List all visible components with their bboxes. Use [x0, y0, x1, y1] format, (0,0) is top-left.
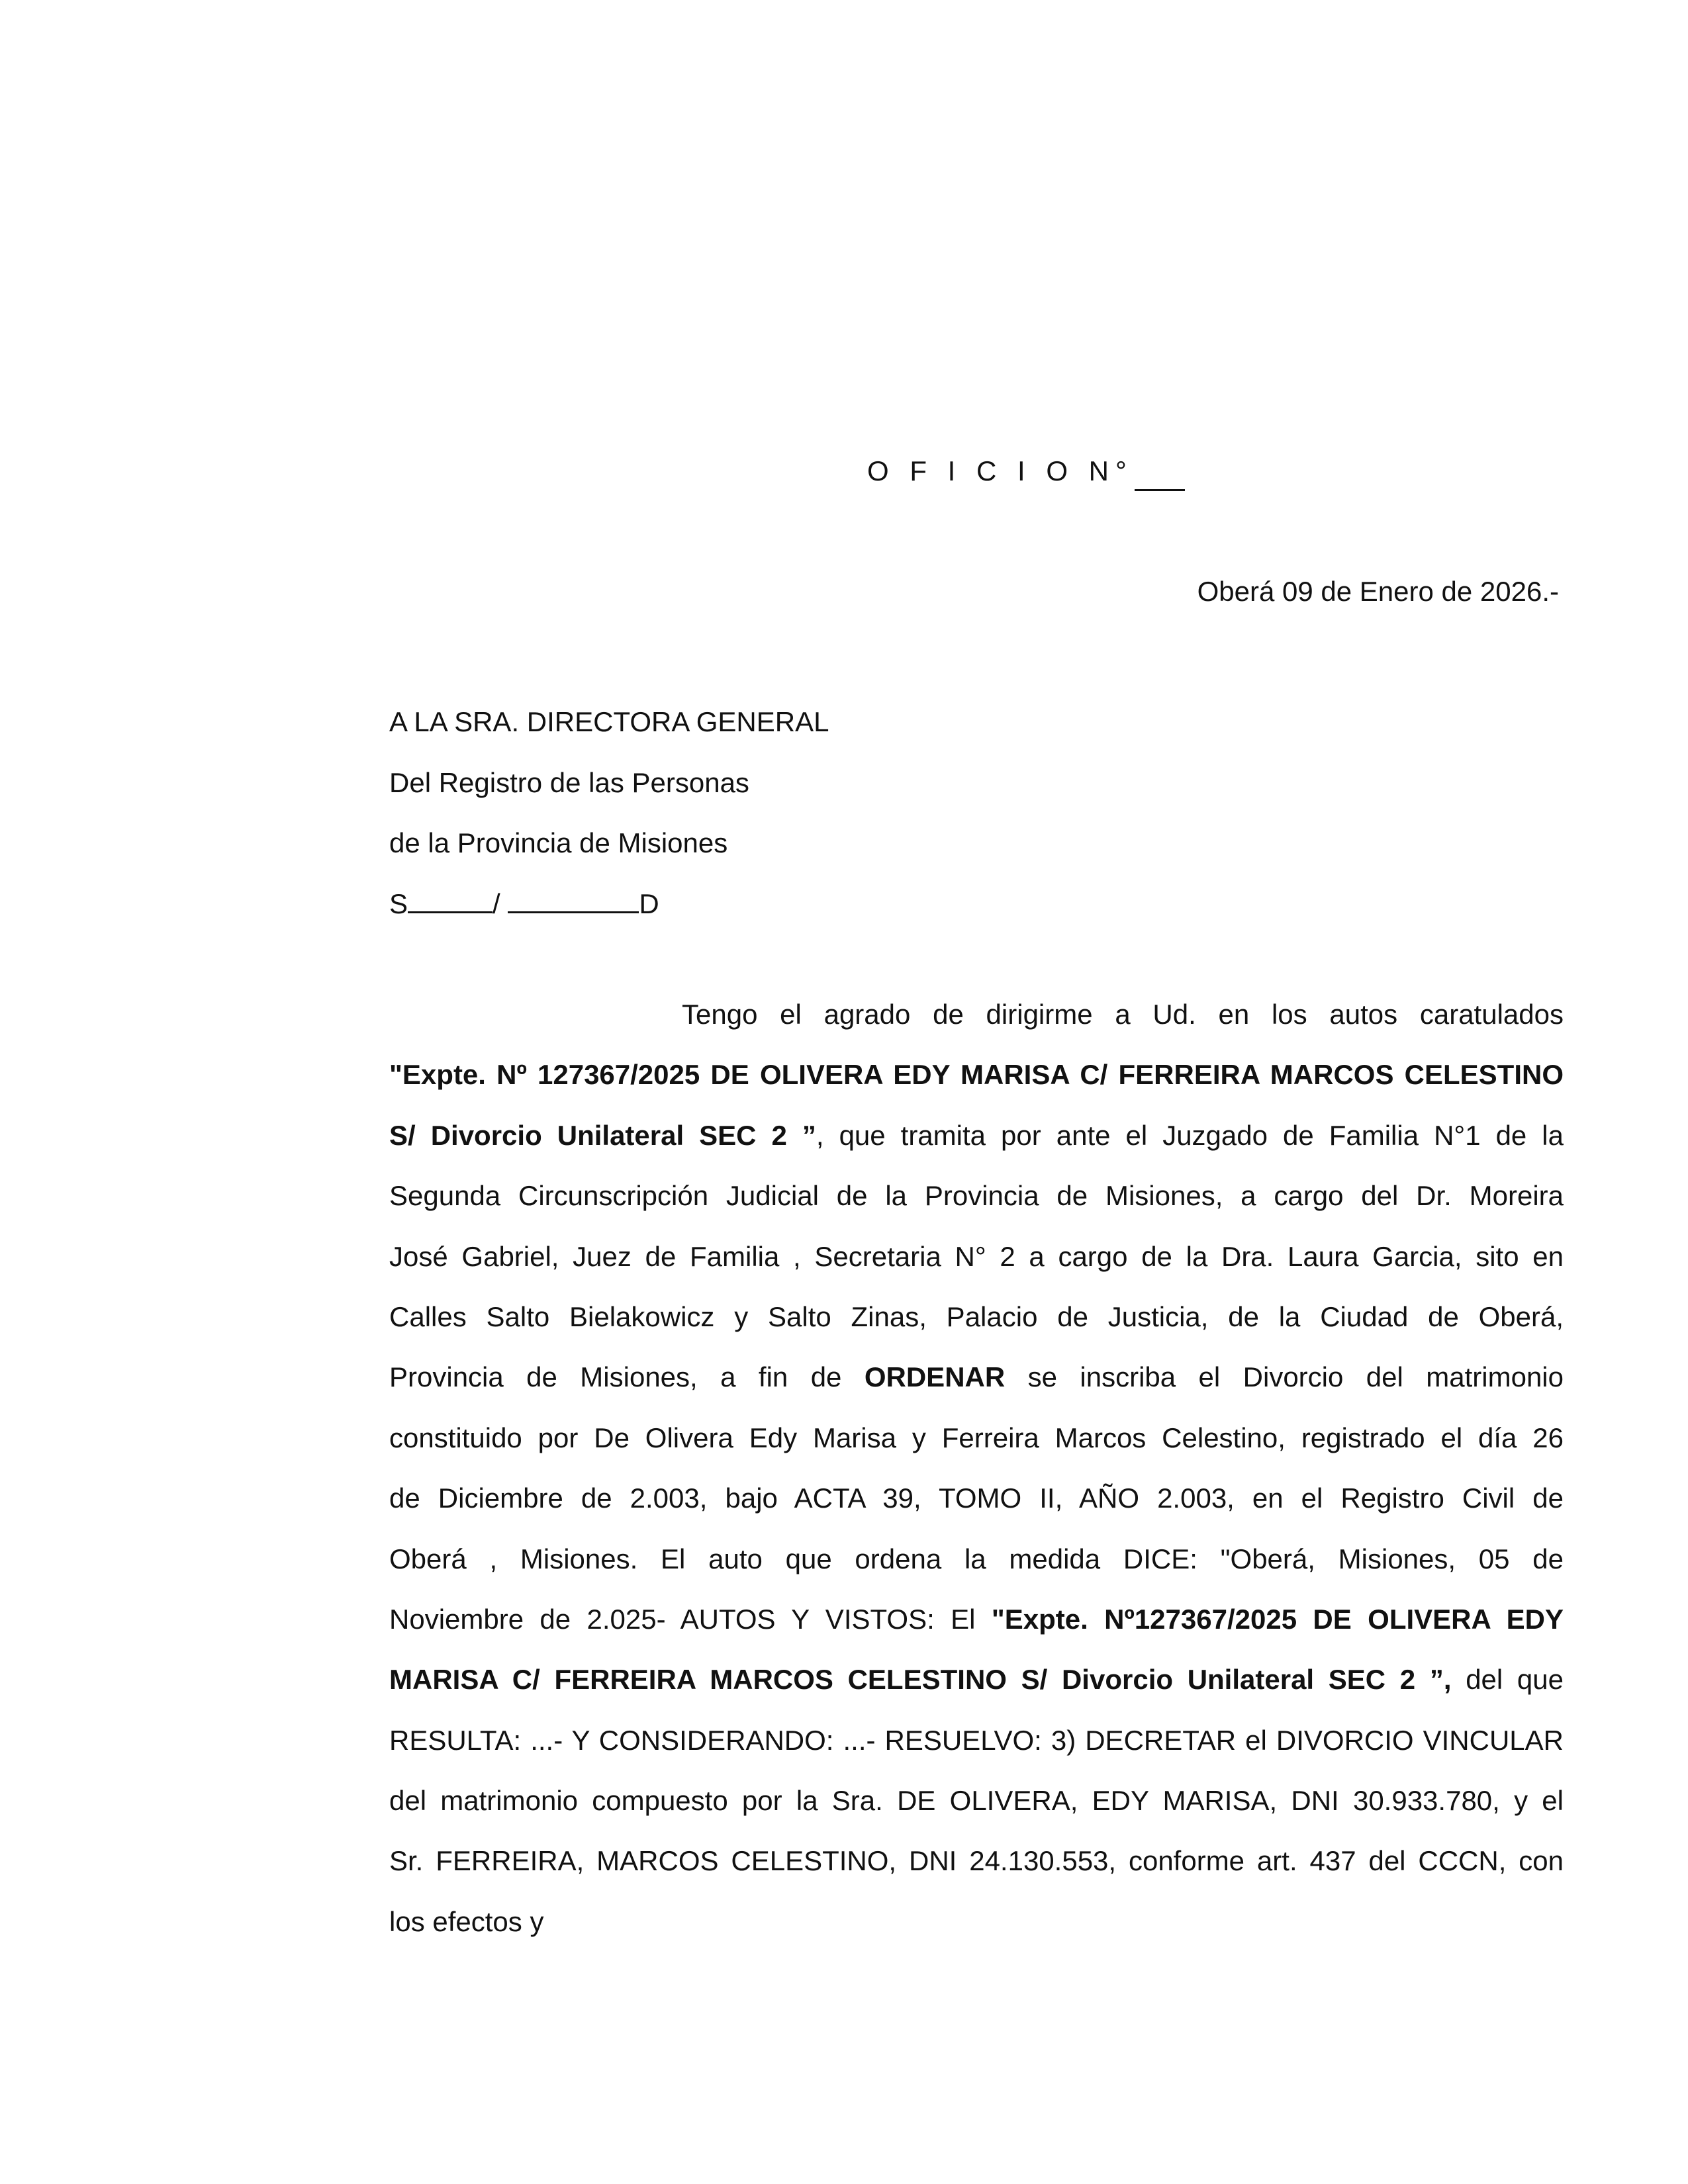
body-line: [389, 1347, 1564, 1407]
body-text: Oberá , Misiones. El auto que ordena la medida DICE: "Oberá, Misiones, 05 de: [389, 1543, 1564, 1574]
body-line: [389, 1891, 1564, 1952]
body-paragraph: [389, 984, 1564, 1952]
case-title-bold: "Expte. Nº127367/2025 DE OLIVERA EDY: [991, 1603, 1564, 1635]
body-line: [389, 1649, 1564, 1709]
body-line: [389, 1770, 1564, 1831]
case-title-bold: S/ Divorcio Unilateral SEC 2 ”: [389, 1119, 816, 1151]
body-text: Noviembre de 2.025- AUTOS Y VISTOS: El: [389, 1603, 992, 1635]
body-text: se inscriba el Divorcio del matrimonio: [1005, 1361, 1564, 1393]
sd-start: S: [389, 887, 408, 919]
body-line: [389, 1226, 1564, 1287]
case-title-bold: MARISA C/ FERREIRA MARCOS CELESTINO S/ Divorcio Unilateral SEC 2 ”,: [389, 1664, 1452, 1696]
oficio-title-label: O F I C I O N°: [867, 455, 1133, 486]
body-line: [389, 1044, 1564, 1105]
recipient-line-3: de la Provincia de Misiones: [389, 827, 728, 858]
sd-end: D: [639, 887, 659, 919]
body-line: [389, 1529, 1564, 1589]
body-line: [389, 1831, 1564, 1891]
recipient-sd-line: [389, 874, 829, 934]
body-text: los efectos y: [389, 1905, 544, 1937]
body-text: del que: [1451, 1664, 1564, 1696]
sd-blank-1: [408, 884, 492, 913]
recipient-block: [389, 692, 829, 934]
body-text: Calles Salto Bielakowicz y Salto Zinas, Palacio de Justicia, de la Ciudad de Oberá,: [389, 1300, 1564, 1332]
body-line: [389, 1408, 1564, 1468]
body-text: , que tramita por ante el Juzgado de Familia N°1 de la: [816, 1119, 1564, 1151]
body-text: del matrimonio compuesto por la Sra. DE OLIVERA, EDY MARISA, DNI 30.933.780, y el: [389, 1785, 1564, 1817]
body-line: [389, 1287, 1564, 1347]
body-text: José Gabriel, Juez de Familia , Secretaria N° 2 a cargo de la Dra. Laura Garcia, sito en: [389, 1240, 1564, 1272]
body-text: de Diciembre de 2.003, bajo ACTA 39, TOMO II, AÑO 2.003, en el Registro Civil de: [389, 1482, 1564, 1514]
body-text: Provincia de Misiones, a fin de: [389, 1361, 865, 1393]
body-text: Sr. FERREIRA, MARCOS CELESTINO, DNI 24.130.553, conforme art. 437 del CCCN, con: [389, 1845, 1564, 1877]
body-line: [389, 1165, 1564, 1226]
ordenar-bold: ORDENAR: [864, 1361, 1006, 1393]
document-date: Oberá 09 de Enero de 2026.-: [1197, 576, 1559, 607]
body-line: [389, 1468, 1564, 1528]
body-text: Tengo el agrado de dirigirme a Ud. en los autos caratulados: [682, 999, 1564, 1030]
body-text: RESULTA: ...- Y CONSIDERANDO: ...- RESUELVO: 3) DECRETAR el DIVORCIO VINCULAR: [389, 1724, 1564, 1756]
sd-blank-2: [508, 884, 639, 913]
recipient-line-1: A LA SRA. DIRECTORA GENERAL: [389, 706, 829, 737]
oficio-number-blank: [1135, 459, 1185, 491]
body-line: [389, 1710, 1564, 1770]
body-text: constituido por De Olivera Edy Marisa y Ferreira Marcos Celestino, registrado el día 26: [389, 1422, 1564, 1453]
body-line: [389, 984, 1564, 1044]
body-line: [389, 1105, 1564, 1165]
oficio-title: [867, 451, 1185, 491]
sd-slash: /: [492, 887, 508, 919]
body-line: [389, 1589, 1564, 1649]
body-text: Segunda Circunscripción Judicial de la Provincia de Misiones, a cargo del Dr. Moreira: [389, 1180, 1564, 1212]
case-title-bold: "Expte. Nº 127367/2025 DE OLIVERA EDY MARISA C/ FERREIRA MARCOS CELESTINO: [389, 1059, 1564, 1091]
recipient-line-2: Del Registro de las Personas: [389, 766, 749, 798]
